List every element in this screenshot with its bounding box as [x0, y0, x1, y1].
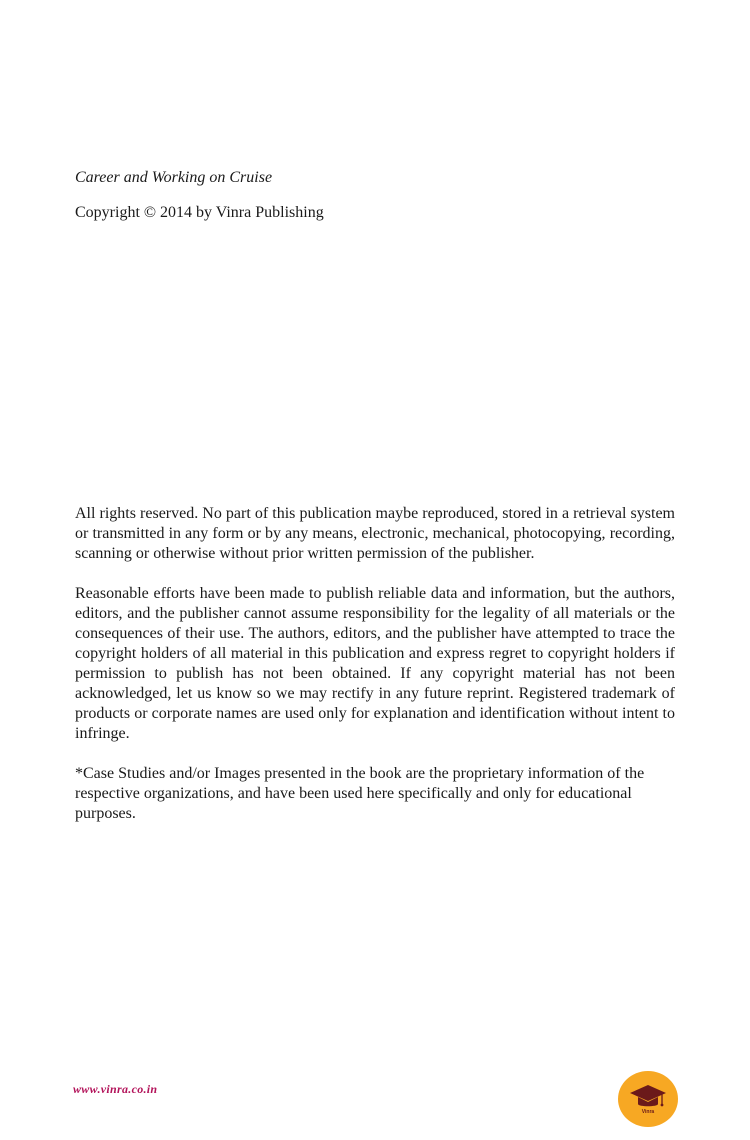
disclaimer-paragraph: Reasonable efforts have been made to publish reliable data and information, but the authors, editors, and the publisher cannot assume responsibility for the legality of all materials or the consequences of their use. The authors, editors, and the publisher have attempted to trace the copyright holders of all material in this publication and express regret to copyright holders if permission to publish has not been obtained. If any copyright material has not been acknowledged, let us know so we may rectify in any future reprint. Registered trademark of products or corporate names are used only for explanation and identification without intent to infringe. [75, 585, 675, 742]
logo-text: Vinra [641, 1109, 655, 1115]
case-studies-note: *Case Studies and/or Images presented in the book are the proprietary information of the respective organizations, and have been used here specifically and only for educational purposes. [75, 765, 645, 822]
copyright-line: Copyright © 2014 by Vinra Publishing [75, 204, 324, 221]
rights-reserved-paragraph: All rights reserved. No part of this publication maybe reproduced, stored in a retrieval system or transmitted in any form or by any means, electronic, mechanical, photocopying, recording, scanning or otherwise without prior written permission of the publisher. [75, 505, 675, 562]
book-title: Career and Working on Cruise [75, 169, 273, 186]
publisher-logo [618, 1071, 678, 1127]
graduation-cap-icon [629, 1082, 667, 1116]
website-link[interactable]: www.vinra.co.in [73, 1082, 158, 1096]
legal-notice [75, 504, 675, 844]
